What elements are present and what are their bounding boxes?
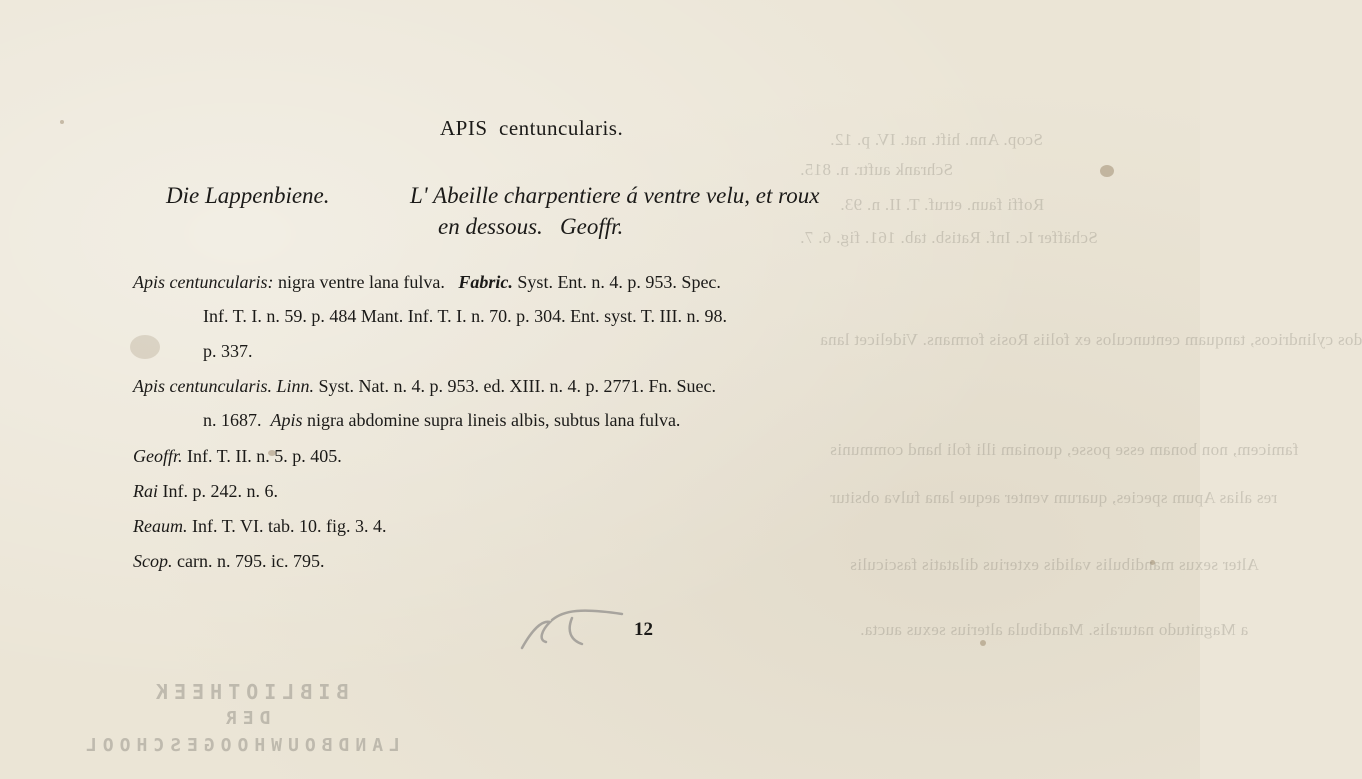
paper-speck <box>980 640 986 646</box>
reference-scopoli: Scop. carn. n. 795. ic. 795. <box>133 551 325 571</box>
bleed-through-text: res alias Apum species, quarum venter aeque lana fulva obsitur <box>830 488 1278 507</box>
reference-linnaeus-cont: n. 1687. Apis nigra abdomine supra lineis albis, subtus lana fulva. <box>203 410 681 430</box>
bleed-through-text: Scop. Ann. hift. nat. IV. p. 12. <box>830 130 1043 149</box>
species-heading <box>440 116 623 141</box>
pencil-mark <box>512 600 632 660</box>
reference-fabricius-cont1: Inf. T. I. n. 59. p. 484 Mant. Inf. T. I. n. 70. p. 304. Ent. syst. T. III. n. 98. <box>203 306 727 326</box>
german-common-name: Die Lappenbiene. <box>166 183 330 208</box>
reference-fabricius-cont2: p. 337. <box>203 341 253 361</box>
reference-linnaeus: Apis centuncularis. Linn. Syst. Nat. n. 4. p. 953. ed. XIII. n. 4. p. 2771. Fn. Suec. <box>133 376 716 396</box>
paper-speck <box>130 335 160 359</box>
reference-reaumur: Reaum. Inf. T. VI. tab. 10. fig. 3. 4. <box>133 516 387 536</box>
library-stamp: BIBLIOTHEEK <box>150 680 349 704</box>
french-author: Geoffr. <box>560 214 624 239</box>
bleed-through-text: dos cylindricos, tanquam centunculos ex foliis Rosis formans. Videlicet lana <box>820 330 1362 349</box>
species-name: centuncularis. <box>499 116 624 140</box>
bleed-through-text: famicem, non bonam esse posse, quoniam illi foli hand communis <box>830 440 1299 459</box>
reference-geoffroy: Geoffr. Inf. T. II. n. 5. p. 405. <box>133 446 342 466</box>
paper-speck <box>60 120 64 124</box>
bleed-through-text: Schäffer Ic. Inf. Ratisb. tab. 161. fig. 6. 7. <box>800 228 1098 247</box>
french-common-name-line2: en dessous. Geoffr. <box>438 214 624 239</box>
genus-name: APIS <box>440 116 488 140</box>
reference-fabricius: Apis centuncularis: nigra ventre lana fulva. Fabric. Syst. Ent. n. 4. p. 953. Spec. <box>133 272 721 292</box>
paper-speck <box>1100 165 1114 177</box>
page-number: 12 <box>634 619 653 640</box>
library-stamp: DER <box>220 708 271 729</box>
bleed-through-text: Roffi faun. etruf. T. II. n. 93. <box>840 195 1045 214</box>
bleed-through-text: Schrank auftr. n. 815. <box>800 160 953 179</box>
bleed-through-text: Alter sexus mandibulis validis exterius dilatatis fasciculis <box>850 555 1259 574</box>
reference-rai: Rai Inf. p. 242. n. 6. <box>133 481 278 501</box>
bleed-through-text: a Magnitudo naturalis. Mandibula alterius sexus aucta. <box>860 620 1249 639</box>
french-common-name-line1: L' Abeille charpentiere á ventre velu, et roux <box>410 183 820 208</box>
library-stamp: LANDBOUWHOOGESCHOOL <box>80 735 400 756</box>
